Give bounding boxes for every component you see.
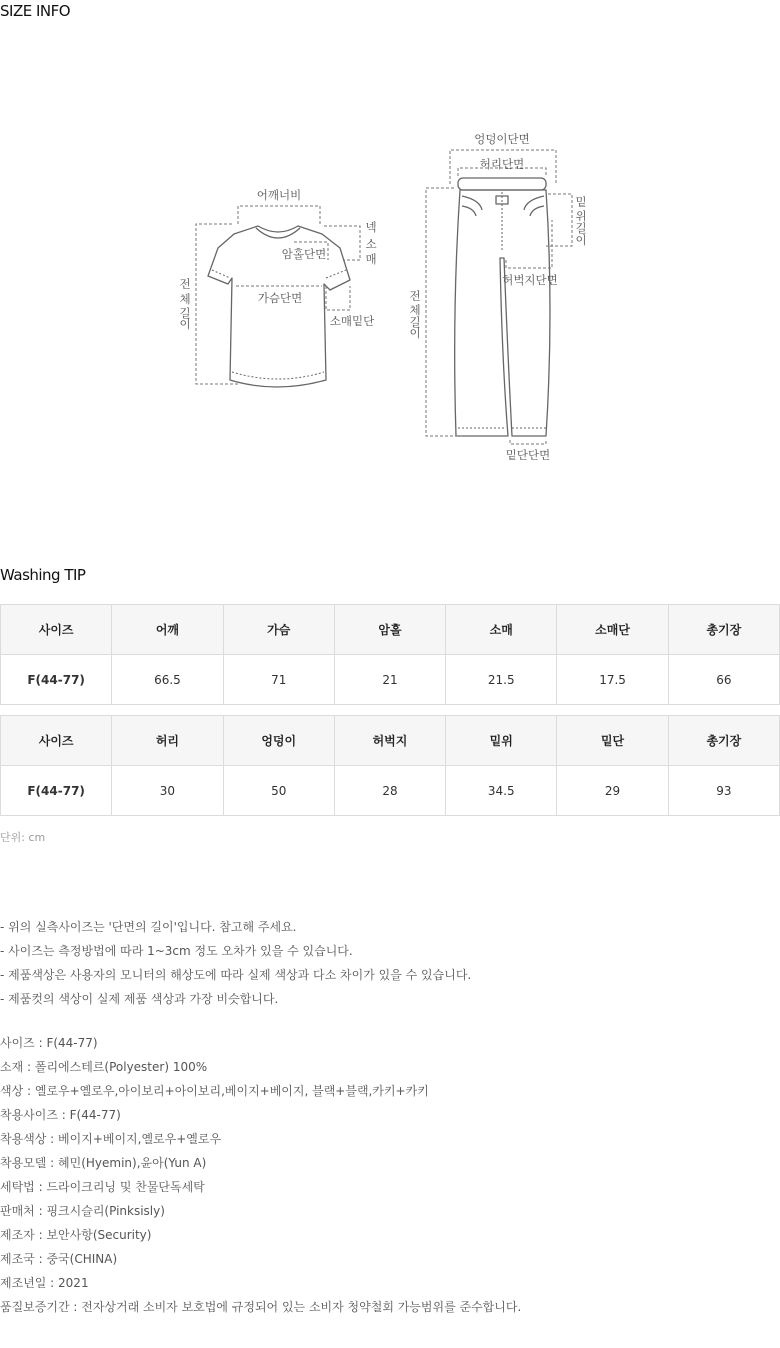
pants-waistband xyxy=(458,178,546,190)
label-thigh: 허벅지단면 xyxy=(502,273,558,287)
tshirt-diagram xyxy=(208,226,350,387)
header-cell: 가슴 xyxy=(223,605,334,655)
label-hip: 엉덩이단면 xyxy=(474,132,530,146)
label-hem: 밑단단면 xyxy=(505,448,551,462)
note-item: - 위의 실측사이즈는 '단면의 길이'입니다. 참고해 주세요. xyxy=(0,920,297,934)
tshirt-hem-stitch xyxy=(232,372,324,379)
top-size-table xyxy=(0,604,780,705)
spec-item: 제조국 : 중국(CHINA) xyxy=(0,1252,118,1266)
header-cell: 사이즈 xyxy=(1,716,112,766)
label-pants-length-4: 이 xyxy=(409,326,421,340)
unit-label: 단위: cm xyxy=(0,831,46,844)
label-shoulder: 어깨너비 xyxy=(256,188,302,202)
label-waist: 허리단면 xyxy=(479,157,525,171)
pants-pocket-left xyxy=(462,196,482,216)
spec-item: 소재 : 폴리에스테르(Polyester) 100% xyxy=(0,1060,208,1074)
label-sleeve-2: 소 xyxy=(365,237,377,251)
header-cell: 소매 xyxy=(446,605,557,655)
table-cell: 66.5 xyxy=(112,655,223,705)
header-cell: 허벅지 xyxy=(334,716,445,766)
label-sleeve-1: 넥 xyxy=(365,220,377,234)
header-cell: 총기장 xyxy=(668,605,779,655)
size-info-title: SIZE INFO xyxy=(0,2,71,20)
table-row xyxy=(1,766,780,816)
label-top-length-2: 체 xyxy=(179,292,191,306)
label-rise-4: 이 xyxy=(575,233,587,247)
spec-item: 사이즈 : F(44-77) xyxy=(0,1036,98,1050)
label-rise-2: 위 xyxy=(575,209,587,223)
table-cell: 34.5 xyxy=(446,766,557,816)
label-chest: 가슴단면 xyxy=(257,291,303,305)
header-cell: 소매단 xyxy=(557,605,668,655)
spec-item: 제조자 : 보안사항(Security) xyxy=(0,1228,152,1242)
table-cell: 21.5 xyxy=(446,655,557,705)
label-pants-length-1: 전 xyxy=(409,289,421,303)
header-cell: 밑위 xyxy=(446,716,557,766)
label-pants-length-3: 길 xyxy=(409,315,421,329)
table-cell: 21 xyxy=(334,655,445,705)
spec-item: 착용사이즈 : F(44-77) xyxy=(0,1108,121,1122)
tshirt-sleeve-stitch-right xyxy=(326,270,346,278)
washing-tip-title: Washing TIP xyxy=(0,566,86,584)
spec-item: 판매처 : 핑크시슬리(Pinksisly) xyxy=(0,1204,165,1218)
pants-pocket-right xyxy=(524,196,544,216)
note-item: - 사이즈는 측정방법에 따라 1~3cm 정도 오차가 있을 수 있습니다. xyxy=(0,944,353,958)
spec-item: 착용모델 : 혜민(Hyemin),윤아(Yun A) xyxy=(0,1156,207,1170)
table-header-row xyxy=(1,605,780,655)
label-sleeve-hem: 소매밑단 xyxy=(329,314,375,328)
label-rise-3: 길 xyxy=(575,221,587,235)
note-item: - 제품색상은 사용자의 모니터의 해상도에 따라 실제 색상과 다소 차이가 있을 수 있습니다. xyxy=(0,968,472,982)
bottom-size-table xyxy=(0,715,780,816)
header-cell: 엉덩이 xyxy=(223,716,334,766)
header-cell: 총기장 xyxy=(668,716,779,766)
table-row xyxy=(1,655,780,705)
table-header-row xyxy=(1,716,780,766)
note-item: - 제품컷의 색상이 실제 제품 색상과 가장 비슷합니다. xyxy=(0,992,279,1006)
spec-item: 세탁법 : 드라이크리닝 및 찬물단독세탁 xyxy=(0,1180,205,1194)
spec-item: 품질보증기간 : 전자상거래 소비자 보호법에 규정되어 있는 소비자 청약철회 가능범위를 준수합니다. xyxy=(0,1300,522,1314)
table-cell: 30 xyxy=(112,766,223,816)
table-cell: 29 xyxy=(557,766,668,816)
tshirt-sleeve-stitch-left xyxy=(212,270,230,278)
table-cell: 66 xyxy=(668,655,779,705)
label-top-length-3: 길 xyxy=(179,306,191,320)
product-specs xyxy=(0,1031,521,1319)
pants-diagram xyxy=(455,178,550,436)
tshirt-neckline xyxy=(256,228,300,238)
table-cell: 93 xyxy=(668,766,779,816)
notes-list xyxy=(0,915,471,1011)
tshirt-outline xyxy=(208,226,350,387)
header-cell: 사이즈 xyxy=(1,605,112,655)
label-armhole: 암홀단면 xyxy=(281,247,327,261)
size-diagram xyxy=(0,110,780,480)
table-cell: 71 xyxy=(223,655,334,705)
spec-item: 색상 : 옐로우+옐로우,아이보리+아이보리,베이지+베이지, 블랙+블랙,카키+카키 xyxy=(0,1084,429,1098)
label-pants-length-2: 체 xyxy=(409,303,421,317)
diagram-labels xyxy=(179,132,586,462)
label-sleeve-3: 매 xyxy=(365,252,377,266)
spec-item: 제조년일 : 2021 xyxy=(0,1276,89,1290)
table-cell: 28 xyxy=(334,766,445,816)
label-rise-1: 밑 xyxy=(575,195,587,209)
table-cell: F(44-77) xyxy=(1,655,112,705)
header-cell: 어깨 xyxy=(112,605,223,655)
label-top-length-1: 전 xyxy=(179,277,191,291)
table-cell: F(44-77) xyxy=(1,766,112,816)
header-cell: 암홀 xyxy=(334,605,445,655)
pants-outline xyxy=(455,190,550,436)
table-cell: 17.5 xyxy=(557,655,668,705)
label-top-length-4: 이 xyxy=(179,317,191,331)
header-cell: 허리 xyxy=(112,716,223,766)
table-cell: 50 xyxy=(223,766,334,816)
header-cell: 밑단 xyxy=(557,716,668,766)
spec-item: 착용색상 : 베이지+베이지,옐로우+옐로우 xyxy=(0,1132,222,1146)
